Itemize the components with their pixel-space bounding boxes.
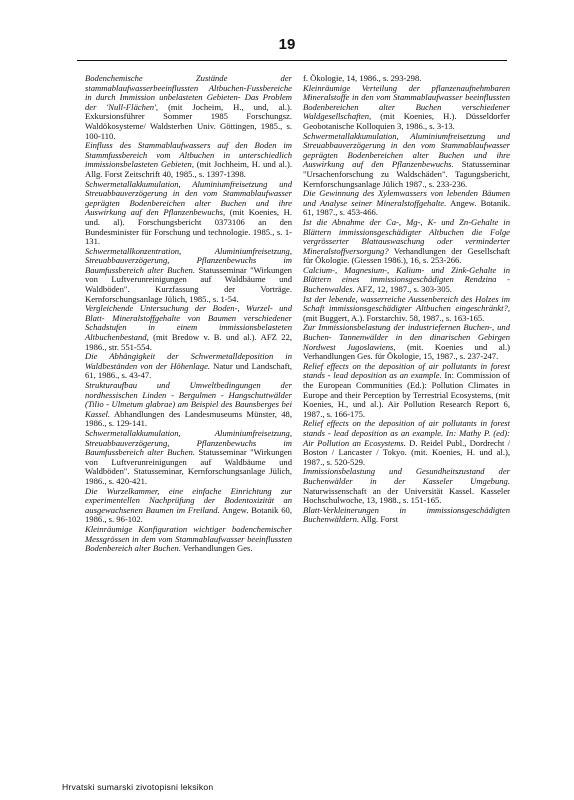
page-number: 19 <box>278 36 296 53</box>
bibliography-entry <box>85 381 292 429</box>
bibliography-entry <box>303 295 510 324</box>
entry-title: Zur Immissionsbelastung der industriefernen Buchen-, und Buchen- Tannenwälder in den dinarischen Gebirgen Nordwest Jugoslawiens, <box>303 322 510 352</box>
bibliography-entry <box>85 352 292 381</box>
entry-citation: (mit Jochheim, H. und al.). Allg. Forst Zeitschrift 40, 1985., s. 1397-1398. <box>85 159 292 179</box>
bibliography-entry <box>85 180 292 247</box>
bibliography-entry <box>303 323 510 361</box>
entry-title: Calcium-, Magnesium-, Kalium- und Zink-Gehalte in Blättern eines immissionsgeschädigten Rendzina - Buchenwaldes. <box>303 264 510 295</box>
entry-title: Schwermetallkonzentration, Aluminiumfreisetzung, Streuabbauverzögerung, Pflanzenbewuchs im Baumfussbereich alter Buchen. <box>85 245 292 275</box>
entry-citation: Abhandlungen des Landesmuseums Münster, 48, 1986., s. 129-141. <box>85 408 292 429</box>
entry-citation: (mit. Koenies und al.) Verhandlungen Ges. für Ökologie, 15, 1987., s. 237-247. <box>303 341 510 362</box>
entry-title: Schwermetallakkumulation, Aluminiumfreisetzung, Streuabbauverzögerung, Pflanzenbewuchs im Baumfussbereich alter Buchen. <box>85 427 292 458</box>
entry-title: Relief effects on the deposition of air pollutants in forest stands - lead deposition as an example. <box>303 360 510 381</box>
entry-citation: Angew. Botanik. 61, 1987., s. 453-466. <box>303 197 510 218</box>
bibliography-entry <box>85 74 292 141</box>
bibliography-entry <box>85 429 292 487</box>
entry-title: Ist die Abnahme der Ca-, Mg-, K- und Zn-Gehalte in Blättern immissionsgeschädigter Altbuchen die Folge vergrösserter Blattauswaschung oder verminderter Mineralstoffversorgung? <box>303 216 510 256</box>
entry-title: Vergleichende Untersuchung der Boden-, Wurzel- und Blatt- Mineralstoffgehalte von Baumen verschiedener Schadstufen in einem immissionsbelasteten Altbuchenbestand, <box>85 303 292 343</box>
entry-citation: D. Reidel Publ., Dordrecht / Boston / Lancaster / Tokyo. (mit. Koenies, H. und al.), 1987., s. 520-529. <box>303 437 511 467</box>
entry-citation: AFZ, 12, 1987., s. 303-305. <box>354 284 452 295</box>
bibliography-entry <box>303 362 510 420</box>
entry-citation: Natur und Landschaft, 61, 1986., s. 43-47. <box>85 360 292 381</box>
entry-citation: Statusseminar "Ursachenforschung zu Waldschäden". Tagungsbericht, Kernforschungsanlage Jülich 1987., s. 233-236. <box>303 159 510 189</box>
entry-citation: (mit Bredow v. B. und al.). AFZ 22, 1986., str. 551-554. <box>85 332 292 352</box>
entry-title: Einfluss des Stammablaufwassers auf den Boden im Stammfussbereich vom Altbuchen in unterschiedlich immissionsbelasteten Gebieten, <box>85 140 292 170</box>
entry-title: Bodenchemische Zustände der stammablaufwasserbeeinflussten Altbuchen-Fussbereiche in durch Immission unbelasteten Gebieten- Das Problem der 'Null-Flächen', <box>85 73 292 112</box>
entry-citation: Verhandlungen der Gesellschaft für Ökologie. (Giessen 1986.), 16, s. 253-266. <box>303 245 510 266</box>
entry-title: Kleinräumige Konfiguration wichtiger bodenchemischer Messgrössen in dem vom Stammablaufwasser beeinflussten Bodenbereich alter Buchen. <box>85 523 292 554</box>
entry-title: Relief effects on the deposition of air pollutants in forest stands - lead deposition as an example. In: Mathy P. (ed): Air Pollution an Ecosystems. <box>303 418 510 448</box>
bibliography-entry <box>303 189 510 218</box>
entry-citation: Allg. Forst <box>359 514 399 525</box>
entry-citation: f. Ökologie, 14, 1986., s. 293-298. <box>303 73 422 83</box>
entry-citation: Naturwissenschaft an der Universität Kassel. Kasseler Hochschulwoche, 13, 1988., s. 151-165. <box>303 485 510 506</box>
bibliography-entry <box>85 247 292 305</box>
entry-citation: Angew. Botanik 60, 1986., s. 96-102. <box>85 504 292 525</box>
footer-text: Hrvatski sumarski zivotopisni leksikon <box>62 782 214 792</box>
bibliography-entry <box>303 84 510 132</box>
entry-title: Die Wurzelkammer, eine einfache Einrichtung zur experimentellen Nachprüfung der Bodentoxizität an ausgewachsenen Baumen im Freiland. <box>85 485 292 515</box>
bibliography-entry <box>85 304 292 352</box>
entry-citation: (mit Jocheim, H., und, al.). Exkursionsführer Sommer 1985 Forschungsz. Waldökosysteme/ Waldsterben Univ. Göttingen, 1985., s. 100-110. <box>85 101 292 141</box>
entry-title: Die Gewinnung des Xylemwassers von lebenden Bäumen und Analyse seiner Mineralstoffgehalte. <box>303 188 510 208</box>
bibliography-entry <box>303 419 510 467</box>
bibliography-entry <box>303 506 510 525</box>
entry-citation: (mit Koenies, H. und. al). Forschungsbericht 0373106 an den Bundesminister für Forschung und technologie. 1985., s. 1-131. <box>85 207 292 247</box>
entry-title: Blatt-Verkleinerungen in immissionsgeschädigten Buchenwäldern. <box>303 504 510 525</box>
bibliography-entry <box>85 525 292 554</box>
entry-title: Ist der lebende, wasserreiche Aussenbereich des Holzes im Schaft immissionsgeschädigter Altbuchen eingeschränkt?, <box>303 293 510 314</box>
entry-citation: Statusseminar "Wirkungen von Luftverunreinigungen auf Waldbäume und Waldböden". Statusseminar, Kernforschungsanlage Jülich, 1986., s. 420-421. <box>85 447 292 486</box>
entry-citation: In: Commission of the European Communities (Ed.): Pollution Climates in Europe and their Perception by Terrestrial Ecosystems, (mit Koenies, H., und al.). Air Pollution Research Report 6, 1987., s. 166-175. <box>303 370 510 419</box>
entry-citation: (mit Koenies, H.). Düsseldorfer Geobotanische Kolloquien 3, 1986., s. 3-13. <box>303 111 510 131</box>
entry-title: Die Abhängigkeit der Schwermetalldeposition in Waldbeständen von der Höhenlage. <box>85 351 292 371</box>
bibliography-entry <box>85 487 292 525</box>
entry-title: Strukturaufbau und Umweltbedingungen der nordhessischen Linden - Bergulmen - Hangschuttwälder (Tilio - Ulmetum glabrae) am Beispiel des Baunsberges bei Kassel. <box>85 380 292 419</box>
left-column <box>85 74 292 554</box>
entry-title: Kleinräumige Verteilung der pflanzenaufnehmbaren Mineralstoffe in den vom Stammablaufwasser beeinflussten Bodenbereichen alter Buchen verschiedener Waldgesellschaften, <box>303 82 510 122</box>
right-column <box>303 74 510 525</box>
bibliography-entry <box>303 266 510 295</box>
entry-citation: Verhandlungen Ges. <box>180 543 253 554</box>
bibliography-entry <box>303 467 510 505</box>
bibliography-entry <box>303 218 510 266</box>
entry-title: Schwermetallakkumulation, Aluminiumfreisetzung und Streuabbauverzögerung in den vom Stammablaufwasser geprägten Bodenbereichen alter Buchen und ihre Auswirkung auf den Pflanzenbewuchs. <box>303 130 510 170</box>
entry-title: Schwermetallakkumulation, Aluminiumfreisetzung und Streuabbauverzögerung in den vom Stammablaufwasser geprägten Bodenbereichen alter Buchen und ihre Auswirkung auf den Pflanzenbewuchs, <box>85 178 292 218</box>
bibliography-entry <box>303 132 510 190</box>
header-rule <box>77 60 507 61</box>
bibliography-entry <box>85 141 292 179</box>
entry-citation: Statusseminar "Wirkungen von Luftverunreinigungen auf Waldbäume und Waldböden". Kurzfassung der Vorträge. Kernforschungsanlage Jülich, 1985., s. 1-54. <box>85 264 292 304</box>
entry-citation: (mit Buggert, A.). Forstarchiv. 58, 1987., s. 163-165. <box>303 312 485 323</box>
entry-title: Immissionsbelastung und Gesundheitszustand der Buchenwälder in der Kasseler Umgebung. <box>303 466 510 486</box>
